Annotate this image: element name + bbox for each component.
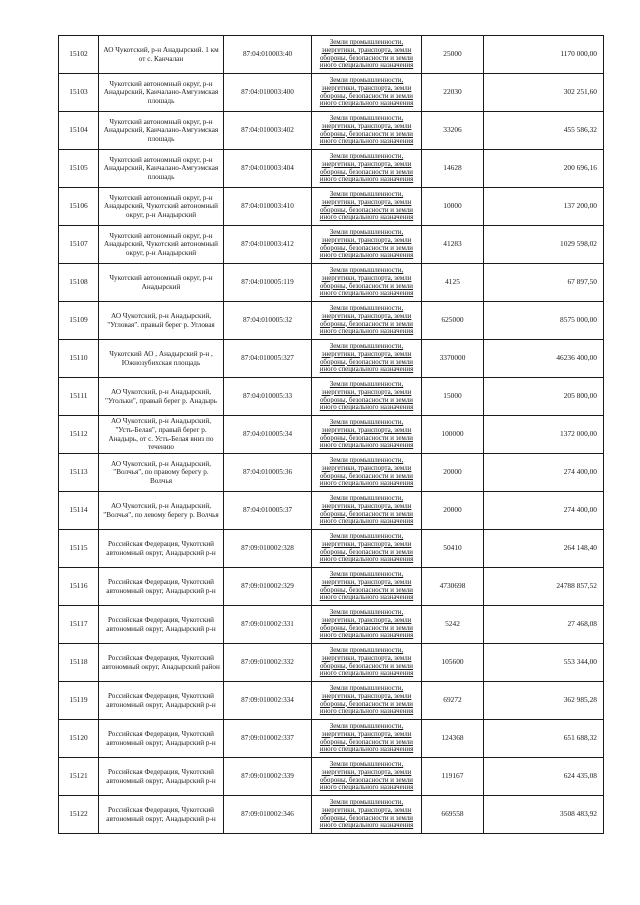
cost-cell: 1170 000,00 bbox=[484, 36, 604, 74]
land-category-cell bbox=[312, 264, 422, 302]
table-row bbox=[59, 644, 604, 682]
land-category-line: энергетики, транспорта, земли bbox=[321, 198, 412, 206]
land-category-line: обороны, безопасности и земли bbox=[319, 396, 413, 404]
cadastral-number-cell: 87:09:010002:331 bbox=[224, 606, 312, 644]
area-cell: 669558 bbox=[422, 796, 484, 834]
land-category-line: энергетики, транспорта, земли bbox=[321, 654, 412, 662]
parcel-address-cell: Чукотский автономный округ, р-н Анадырский, Канчалано-Амгуэмская плошадь bbox=[99, 150, 224, 188]
land-category-line: обороны, безопасности и земли bbox=[319, 586, 413, 594]
land-category-line: иного специального назначения bbox=[319, 632, 414, 640]
parcel-id-cell: 15111 bbox=[59, 378, 99, 416]
land-category-line: обороны, безопасности и земли bbox=[319, 662, 413, 670]
cadastral-number-cell: 87:04:010003:400 bbox=[224, 74, 312, 112]
land-category-cell bbox=[312, 36, 422, 74]
area-cell: 14628 bbox=[422, 150, 484, 188]
cost-cell: 274 400,00 bbox=[484, 492, 604, 530]
cost-cell: 274 400,00 bbox=[484, 454, 604, 492]
cost-cell: 24788 857,52 bbox=[484, 568, 604, 606]
cadastral-number-cell: 87:09:010002:332 bbox=[224, 644, 312, 682]
parcel-address-cell: Российская Федерация, Чукотский автономный округ, Анадырский район bbox=[99, 644, 224, 682]
land-category-cell bbox=[312, 682, 422, 720]
cost-cell: 3508 483,92 bbox=[484, 796, 604, 834]
table-row bbox=[59, 36, 604, 74]
land-category-line: Земли промышленности, bbox=[329, 647, 404, 655]
land-category-line: обороны, безопасности и земли bbox=[319, 130, 413, 138]
cadastral-number-cell: 87:04:010005:36 bbox=[224, 454, 312, 492]
parcel-address-cell: АО Чукотский, р-н Анадырский. 1 км от с. Канчалан bbox=[99, 36, 224, 74]
parcel-id-cell: 15122 bbox=[59, 796, 99, 834]
table-row bbox=[59, 226, 604, 264]
cost-cell: 455 586,32 bbox=[484, 112, 604, 150]
land-category-line: Земли промышленности, bbox=[329, 457, 404, 465]
cost-cell: 302 251,60 bbox=[484, 74, 604, 112]
land-category-cell bbox=[312, 340, 422, 378]
cost-cell: 27 468,08 bbox=[484, 606, 604, 644]
area-cell: 4125 bbox=[422, 264, 484, 302]
cost-cell: 205 800,00 bbox=[484, 378, 604, 416]
land-category-line: обороны, безопасности и земли bbox=[319, 700, 413, 708]
land-category-line: энергетики, транспорта, земли bbox=[321, 46, 412, 54]
cadastral-number-cell: 87:09:010002:346 bbox=[224, 796, 312, 834]
cadastral-number-cell: 87:09:010002:328 bbox=[224, 530, 312, 568]
land-category-line: Земли промышленности, bbox=[329, 571, 404, 579]
land-category-cell bbox=[312, 378, 422, 416]
cost-cell: 200 696,16 bbox=[484, 150, 604, 188]
land-category-line: иного специального назначения bbox=[319, 252, 414, 260]
land-category-line: иного специального назначения bbox=[319, 594, 414, 602]
land-category-line: иного специального назначения bbox=[319, 328, 414, 336]
parcel-address-cell: АО Чукотский, р-н Анадырский, "Угольки", правый берег р. Анадырь bbox=[99, 378, 224, 416]
parcel-id-cell: 15102 bbox=[59, 36, 99, 74]
land-parcels-table bbox=[58, 35, 604, 834]
parcel-address-cell: Российская Федерация, Чукотский автономный округ, Анадырский р-н bbox=[99, 568, 224, 606]
land-category-line: обороны, безопасности и земли bbox=[319, 92, 413, 100]
cadastral-number-cell: 87:04:010005:33 bbox=[224, 378, 312, 416]
cost-cell: 553 344,00 bbox=[484, 644, 604, 682]
land-category-cell bbox=[312, 568, 422, 606]
parcel-id-cell: 15113 bbox=[59, 454, 99, 492]
land-category-line: обороны, безопасности и земли bbox=[319, 244, 413, 252]
table-row bbox=[59, 682, 604, 720]
land-category-line: энергетики, транспорта, земли bbox=[321, 806, 412, 814]
parcel-address-cell: Российская Федерация, Чукотский автономный округ, Анадырский р-н bbox=[99, 796, 224, 834]
land-category-line: обороны, безопасности и земли bbox=[319, 168, 413, 176]
table-row bbox=[59, 720, 604, 758]
area-cell: 69272 bbox=[422, 682, 484, 720]
parcel-address-cell: АО Чукотский, р-н Анадырский, "Угловая". правый берег р. Угловая bbox=[99, 302, 224, 340]
cadastral-number-cell: 87:09:010002:337 bbox=[224, 720, 312, 758]
land-category-line: Земли промышленности, bbox=[329, 305, 404, 313]
land-category-line: обороны, безопасности и земли bbox=[319, 206, 413, 214]
parcel-id-cell: 15112 bbox=[59, 416, 99, 454]
parcel-address-cell: Российская Федерация, Чукотский автономный округ, Анадырский р-н bbox=[99, 606, 224, 644]
land-category-line: иного специального назначения bbox=[319, 138, 414, 146]
land-category-cell bbox=[312, 74, 422, 112]
land-category-line: иного специального назначения bbox=[319, 518, 414, 526]
table-row bbox=[59, 188, 604, 226]
cost-cell: 651 688,32 bbox=[484, 720, 604, 758]
area-cell: 105600 bbox=[422, 644, 484, 682]
land-category-line: иного специального назначения bbox=[319, 556, 414, 564]
table-row bbox=[59, 758, 604, 796]
parcel-address-cell: Чукотский автономный округ, р-н Анадырский, Канчалано-Амгуэмская плошадь bbox=[99, 112, 224, 150]
cost-cell: 67 897,50 bbox=[484, 264, 604, 302]
area-cell: 3370000 bbox=[422, 340, 484, 378]
land-category-cell bbox=[312, 644, 422, 682]
land-category-line: Земли промышленности, bbox=[329, 495, 404, 503]
land-category-line: энергетики, транспорта, земли bbox=[321, 502, 412, 510]
parcel-id-cell: 15109 bbox=[59, 302, 99, 340]
parcel-id-cell: 15106 bbox=[59, 188, 99, 226]
area-cell: 100000 bbox=[422, 416, 484, 454]
parcel-address-cell: Чукотский автономный округ, р-н Анадырский, Канчалано-Амгуэмская плошадь bbox=[99, 74, 224, 112]
parcel-id-cell: 15115 bbox=[59, 530, 99, 568]
land-category-line: Земли промышленности, bbox=[329, 381, 404, 389]
cost-cell: 362 985,28 bbox=[484, 682, 604, 720]
land-category-line: энергетики, транспорта, земли bbox=[321, 84, 412, 92]
cadastral-number-cell: 87:04:010003:410 bbox=[224, 188, 312, 226]
land-category-line: энергетики, транспорта, земли bbox=[321, 350, 412, 358]
cadastral-number-cell: 87:04:010005:32 bbox=[224, 302, 312, 340]
parcel-address-cell: Чукотский автономный округ, р-н Анадырский bbox=[99, 264, 224, 302]
cost-cell: 8575 000,00 bbox=[484, 302, 604, 340]
land-category-line: Земли промышленности, bbox=[329, 799, 404, 807]
land-category-line: обороны, безопасности и земли bbox=[319, 548, 413, 556]
land-category-line: обороны, безопасности и земли bbox=[319, 776, 413, 784]
land-category-line: Земли промышленности, bbox=[329, 723, 404, 731]
parcel-id-cell: 15120 bbox=[59, 720, 99, 758]
table-row bbox=[59, 530, 604, 568]
land-category-line: обороны, безопасности и земли bbox=[319, 510, 413, 518]
table-row bbox=[59, 302, 604, 340]
table-row bbox=[59, 796, 604, 834]
table-row bbox=[59, 112, 604, 150]
parcel-id-cell: 15118 bbox=[59, 644, 99, 682]
table-row bbox=[59, 150, 604, 188]
land-category-line: иного специального назначения bbox=[319, 708, 414, 716]
land-category-line: обороны, безопасности и земли bbox=[319, 472, 413, 480]
parcel-address-cell: Российская Федерация, Чукотский автономный округ, Анадырский р-н bbox=[99, 758, 224, 796]
parcel-id-cell: 15105 bbox=[59, 150, 99, 188]
table-row bbox=[59, 454, 604, 492]
table-row bbox=[59, 416, 604, 454]
document-page bbox=[58, 35, 603, 834]
land-category-line: энергетики, транспорта, земли bbox=[321, 160, 412, 168]
land-category-line: иного специального назначения bbox=[319, 176, 414, 184]
parcel-address-cell: АО Чукотский, р-н Анадырский, "Волчья", по левому берегу р. Волчья bbox=[99, 492, 224, 530]
land-category-line: иного специального назначения bbox=[319, 822, 414, 830]
land-category-cell bbox=[312, 606, 422, 644]
cost-cell: 1029 598,02 bbox=[484, 226, 604, 264]
area-cell: 4730698 bbox=[422, 568, 484, 606]
land-category-line: иного специального назначения bbox=[319, 290, 414, 298]
cost-cell: 46236 400,00 bbox=[484, 340, 604, 378]
parcel-id-cell: 15114 bbox=[59, 492, 99, 530]
area-cell: 625000 bbox=[422, 302, 484, 340]
land-category-line: Земли промышленности, bbox=[329, 115, 404, 123]
land-category-line: обороны, безопасности и земли bbox=[319, 358, 413, 366]
cost-cell: 137 200,00 bbox=[484, 188, 604, 226]
land-category-line: энергетики, транспорта, земли bbox=[321, 578, 412, 586]
land-category-line: энергетики, транспорта, земли bbox=[321, 388, 412, 396]
land-category-cell bbox=[312, 302, 422, 340]
parcel-address-cell: Чукотский АО , Анадырский р-н , Южнозубихская площадь bbox=[99, 340, 224, 378]
land-category-line: Земли промышленности, bbox=[329, 153, 404, 161]
cadastral-number-cell: 87:04:010003:412 bbox=[224, 226, 312, 264]
land-category-line: энергетики, транспорта, земли bbox=[321, 730, 412, 738]
land-category-line: энергетики, транспорта, земли bbox=[321, 274, 412, 282]
land-category-line: иного специального назначения bbox=[319, 100, 414, 108]
land-category-line: иного специального назначения bbox=[319, 670, 414, 678]
parcel-address-cell: Чукотский автономный округ, р-н Анадырский, Чукотский автономный округ, р-н Анадырский bbox=[99, 226, 224, 264]
cadastral-number-cell: 87:09:010002:334 bbox=[224, 682, 312, 720]
land-category-line: Земли промышленности, bbox=[329, 267, 404, 275]
parcel-address-cell: АО Чукотский, р-н Анадырский, "Усть-Белая", правый берег р. Анадырь, от с. Усть-Белая вниз по течению bbox=[99, 416, 224, 454]
parcel-address-cell: Чукотский автономный округ, р-н Анадырский, Чукотский автономный округ, р-н Анадырский bbox=[99, 188, 224, 226]
area-cell: 5242 bbox=[422, 606, 484, 644]
table-row bbox=[59, 340, 604, 378]
area-cell: 41283 bbox=[422, 226, 484, 264]
area-cell: 33206 bbox=[422, 112, 484, 150]
land-category-line: энергетики, транспорта, земли bbox=[321, 312, 412, 320]
area-cell: 22030 bbox=[422, 74, 484, 112]
land-category-line: обороны, безопасности и земли bbox=[319, 814, 413, 822]
table-row bbox=[59, 568, 604, 606]
parcel-address-cell: Российская Федерация, Чукотский автономный округ, Анадырский р-н bbox=[99, 720, 224, 758]
cadastral-number-cell: 87:04:010003:404 bbox=[224, 150, 312, 188]
parcel-id-cell: 15110 bbox=[59, 340, 99, 378]
land-category-line: иного специального назначения bbox=[319, 214, 414, 222]
parcel-id-cell: 15108 bbox=[59, 264, 99, 302]
area-cell: 10000 bbox=[422, 188, 484, 226]
cadastral-number-cell: 87:09:010002:329 bbox=[224, 568, 312, 606]
parcel-id-cell: 15103 bbox=[59, 74, 99, 112]
land-category-line: иного специального назначения bbox=[319, 480, 414, 488]
cadastral-number-cell: 87:04:010005:119 bbox=[224, 264, 312, 302]
land-category-line: энергетики, транспорта, земли bbox=[321, 426, 412, 434]
cadastral-number-cell: 87:04:010005:327 bbox=[224, 340, 312, 378]
land-category-line: обороны, безопасности и земли bbox=[319, 320, 413, 328]
land-category-line: Земли промышленности, bbox=[329, 39, 404, 47]
land-category-line: иного специального назначения bbox=[319, 784, 414, 792]
parcel-id-cell: 15117 bbox=[59, 606, 99, 644]
land-category-line: иного специального назначения bbox=[319, 746, 414, 754]
land-category-line: иного специального назначения bbox=[319, 404, 414, 412]
land-category-line: энергетики, транспорта, земли bbox=[321, 616, 412, 624]
cost-cell: 624 435,08 bbox=[484, 758, 604, 796]
area-cell: 15000 bbox=[422, 378, 484, 416]
area-cell: 119167 bbox=[422, 758, 484, 796]
land-category-line: обороны, безопасности и земли bbox=[319, 434, 413, 442]
parcel-id-cell: 15121 bbox=[59, 758, 99, 796]
parcel-address-cell: Российская Федерация, Чукотский автономный округ, Анадырский р-н bbox=[99, 682, 224, 720]
land-category-cell bbox=[312, 112, 422, 150]
land-category-cell bbox=[312, 454, 422, 492]
land-category-line: иного специального назначения bbox=[319, 442, 414, 450]
land-category-cell bbox=[312, 416, 422, 454]
land-category-line: энергетики, транспорта, земли bbox=[321, 464, 412, 472]
land-category-cell bbox=[312, 492, 422, 530]
land-category-cell bbox=[312, 188, 422, 226]
parcel-id-cell: 15116 bbox=[59, 568, 99, 606]
land-category-line: Земли промышленности, bbox=[329, 533, 404, 541]
cadastral-number-cell: 87:04:010005:37 bbox=[224, 492, 312, 530]
land-category-line: обороны, безопасности и земли bbox=[319, 54, 413, 62]
land-category-cell bbox=[312, 758, 422, 796]
land-category-line: энергетики, транспорта, земли bbox=[321, 768, 412, 776]
land-category-line: обороны, безопасности и земли bbox=[319, 282, 413, 290]
land-category-cell bbox=[312, 796, 422, 834]
area-cell: 20000 bbox=[422, 492, 484, 530]
cost-cell: 1372 000,00 bbox=[484, 416, 604, 454]
cadastral-number-cell: 87:04:010005:34 bbox=[224, 416, 312, 454]
land-category-line: иного специального назначения bbox=[319, 62, 414, 70]
cost-cell: 264 148,40 bbox=[484, 530, 604, 568]
land-category-line: Земли промышленности, bbox=[329, 419, 404, 427]
area-cell: 25000 bbox=[422, 36, 484, 74]
land-category-cell bbox=[312, 150, 422, 188]
land-category-line: энергетики, транспорта, земли bbox=[321, 540, 412, 548]
cadastral-number-cell: 87:04:010003:402 bbox=[224, 112, 312, 150]
table-row bbox=[59, 74, 604, 112]
table-row bbox=[59, 606, 604, 644]
land-category-cell bbox=[312, 226, 422, 264]
table-row bbox=[59, 264, 604, 302]
area-cell: 124368 bbox=[422, 720, 484, 758]
land-category-line: Земли промышленности, bbox=[329, 77, 404, 85]
land-category-cell bbox=[312, 720, 422, 758]
land-category-line: энергетики, транспорта, земли bbox=[321, 122, 412, 130]
land-category-line: энергетики, транспорта, земли bbox=[321, 236, 412, 244]
land-category-cell bbox=[312, 530, 422, 568]
land-category-line: Земли промышленности, bbox=[329, 191, 404, 199]
cadastral-number-cell: 87:09:010002:339 bbox=[224, 758, 312, 796]
land-category-line: Земли промышленности, bbox=[329, 761, 404, 769]
land-category-line: Земли промышленности, bbox=[329, 343, 404, 351]
parcel-id-cell: 15119 bbox=[59, 682, 99, 720]
table-row bbox=[59, 492, 604, 530]
cadastral-number-cell: 87:04:010003:40 bbox=[224, 36, 312, 74]
land-category-line: Земли промышленности, bbox=[329, 229, 404, 237]
land-category-line: Земли промышленности, bbox=[329, 685, 404, 693]
parcel-id-cell: 15107 bbox=[59, 226, 99, 264]
parcel-id-cell: 15104 bbox=[59, 112, 99, 150]
land-category-line: Земли промышленности, bbox=[329, 609, 404, 617]
table-row bbox=[59, 378, 604, 416]
land-category-line: энергетики, транспорта, земли bbox=[321, 692, 412, 700]
land-category-line: иного специального назначения bbox=[319, 366, 414, 374]
land-category-line: обороны, безопасности и земли bbox=[319, 624, 413, 632]
area-cell: 20000 bbox=[422, 454, 484, 492]
land-category-line: обороны, безопасности и земли bbox=[319, 738, 413, 746]
parcel-address-cell: АО Чукотский, р-н Анадырский, "Волчья", по правому берегу р. Волчья bbox=[99, 454, 224, 492]
parcel-address-cell: Российская Федерация, Чукотский автономный округ, Анадырский р-н bbox=[99, 530, 224, 568]
area-cell: 50410 bbox=[422, 530, 484, 568]
